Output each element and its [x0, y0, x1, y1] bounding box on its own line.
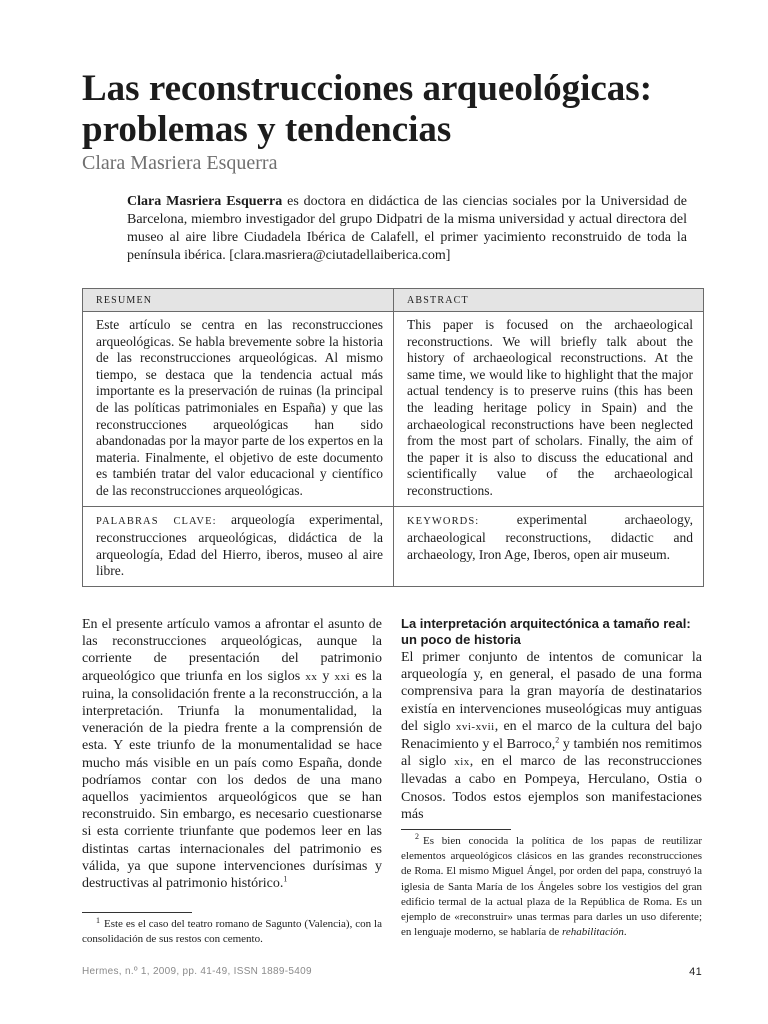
- resumen-text: Este artículo se centra en las reconstrucciones arqueológicas. Se habla brevemente sobre la historia de las reconstrucciones arqueológicas. Al mismo tiempo, se destaca que la tendencia actual más importante es la preservación de ruinas (la principal de las políticas patrimoniales en España) y que las reconstrucciones arqueológicas han sido abandonadas por la mayor parte de los expertos en la materia. Finalmente, el objetivo de este documento es también tratar del valor educacional y científico de las reconstrucciones arqueológicas.: [96, 317, 383, 498]
- article-title: Las reconstrucciones arqueológicas: problemas y tendencias: [82, 68, 653, 150]
- text-run: , en el marco de las reconstrucciones llevadas a cabo en Pompeya, Herculano, Ostia o Cnosos. Todos estos ejemplos son manifestaciones más: [401, 754, 702, 822]
- abstract-table: [82, 288, 704, 587]
- abstract-table-header: [83, 289, 703, 311]
- body-paragraph: [82, 616, 382, 892]
- bio-text: es doctora en didáctica de las ciencias sociales por la Universidad de Barcelona, miembro investigador del grupo Didpatri de la misma universidad y actual directora del museo al aire libre Ciudadela Ibérica de Calafell, el primer yacimiento reconstruido de toda la península ibérica. [clara.masriera@ciutadellaiberica.com]: [127, 194, 687, 263]
- keywords: [393, 507, 703, 586]
- footnote-number: 2: [415, 832, 419, 842]
- journal-citation: Hermes, n.º 1, 2009, pp. 41-49, ISSN 1889-5409: [82, 966, 312, 977]
- abstract-label: ABSTRACT: [393, 289, 703, 311]
- palabras-clave-label: PALABRAS CLAVE:: [96, 515, 217, 527]
- section-heading: La interpretación arquitectónica a tamaño real: un poco de historia: [401, 616, 691, 647]
- footnote-divider: [82, 912, 192, 913]
- text-run: El primer conjunto de intentos de comunicar la arqueología y, en general, el pasado de una forma comprensiva para la gran mayoría de destinatarios existía en intervenciones museológicas muy antiguas del siglo: [401, 650, 702, 734]
- century-xix: xix: [454, 756, 470, 769]
- footnote-text: Es bien conocida la política de los papas de reutilizar elementos arqueológicos clásicos en las grandes reconstrucciones de Roma. El mismo Miguel Ángel, por orden del papa, construyó la iglesia de Santa María de los Ángeles sobre los vestigios del gran edificio termal de la actual plaza de la República de Roma. Es un ejemplo de «reconstruir» unas termas para darles un uso diferente; en lenguaje moderno, se hablaría de: [401, 835, 702, 939]
- footnote-ref-1[interactable]: 1: [283, 874, 288, 884]
- footnote-text: Este es el caso del teatro romano de Sagunto (Valencia), con la consolidación de sus restos con cemento.: [82, 918, 382, 946]
- footnote-ref-2[interactable]: 2: [555, 735, 560, 745]
- footnote-emphasis: rehabilitación: [561, 926, 624, 939]
- author-bio: [127, 193, 687, 265]
- footnote-divider: [401, 829, 511, 830]
- text-run: y: [317, 668, 335, 684]
- text-run: En el presente artículo vamos a afrontar el asunto de las reconstrucciones arqueológicas, aunque la corriente de presentación del patrimonio arqueológico que triunfa en los siglos: [82, 617, 382, 684]
- left-column: [82, 616, 382, 948]
- keywords-text: experimental archaeology, archaeological reconstructions, didactic and archaeology, Iron Age, Iberos, open air museum.: [407, 511, 693, 562]
- article-author: Clara Masriera Esquerra: [82, 152, 278, 174]
- palabras-clave-text: arqueología experimental, reconstrucciones arqueológicas, didáctica de la arqueología, Edad del Hierro, iberos, museo al aire libre.: [96, 511, 383, 579]
- footnote-2: [401, 834, 702, 940]
- palabras-clave: [83, 507, 393, 586]
- page-footer: [82, 966, 702, 980]
- right-column: [401, 616, 702, 940]
- abstract-text: This paper is focused on the archaeological reconstructions. We will briefly talk about the history of archaeological reconstructions. At the same time, we would like to highlight that the major actual tendency is to preserve ruins (this has been the leading heritage policy in Spain) and the archaeological reconstructions have been neglected from the most part of scholars. Finally, the aim of the paper it is also to discuss the educational and scientifically value of the archaeological reconstructions.: [393, 312, 703, 506]
- page-number: 41: [689, 966, 702, 978]
- bio-author-name: Clara Masriera Esquerra: [127, 194, 283, 209]
- keywords-row: [83, 506, 703, 586]
- century-xvi-xvii: xvi-xvii: [455, 720, 495, 733]
- century-xxi: xxi: [334, 670, 351, 683]
- footnote-text-end: .: [623, 926, 627, 939]
- text-run: , en el marco de la cultura del bajo Renacimiento y el Barroco,: [401, 718, 702, 753]
- abstract-text-row: [83, 311, 703, 506]
- resumen-label: RESUMEN: [96, 295, 153, 306]
- footnote-number: 1: [96, 915, 100, 925]
- text-run: y también nos remitimos al siglo: [401, 737, 702, 770]
- body-paragraph: [401, 649, 702, 823]
- keywords-label: KEYWORDS:: [407, 515, 480, 527]
- footnote-1: [82, 917, 382, 947]
- text-run: es la ruina, la consolidación frente a la reconstrucción, a la interpretación. Triunfa la monumentalidad, la veneración de la piedra frente a la comprensión de esta. Y este triunfo de la monumentalidad se hace mucho más visible en un país como España, donde podríamos contar con los dedos de una mano aquellos yacimientos arqueológicos que se han reconstruido. Sin embargo, es necesario cuestionarse si esta corriente triunfante que podemos leer en las distintas cartas internacionales del patrimonio es válida, ya que supone intervenciones durísimas y destructivas al patrimonio histórico.: [82, 668, 383, 892]
- century-xx: xx: [305, 670, 318, 683]
